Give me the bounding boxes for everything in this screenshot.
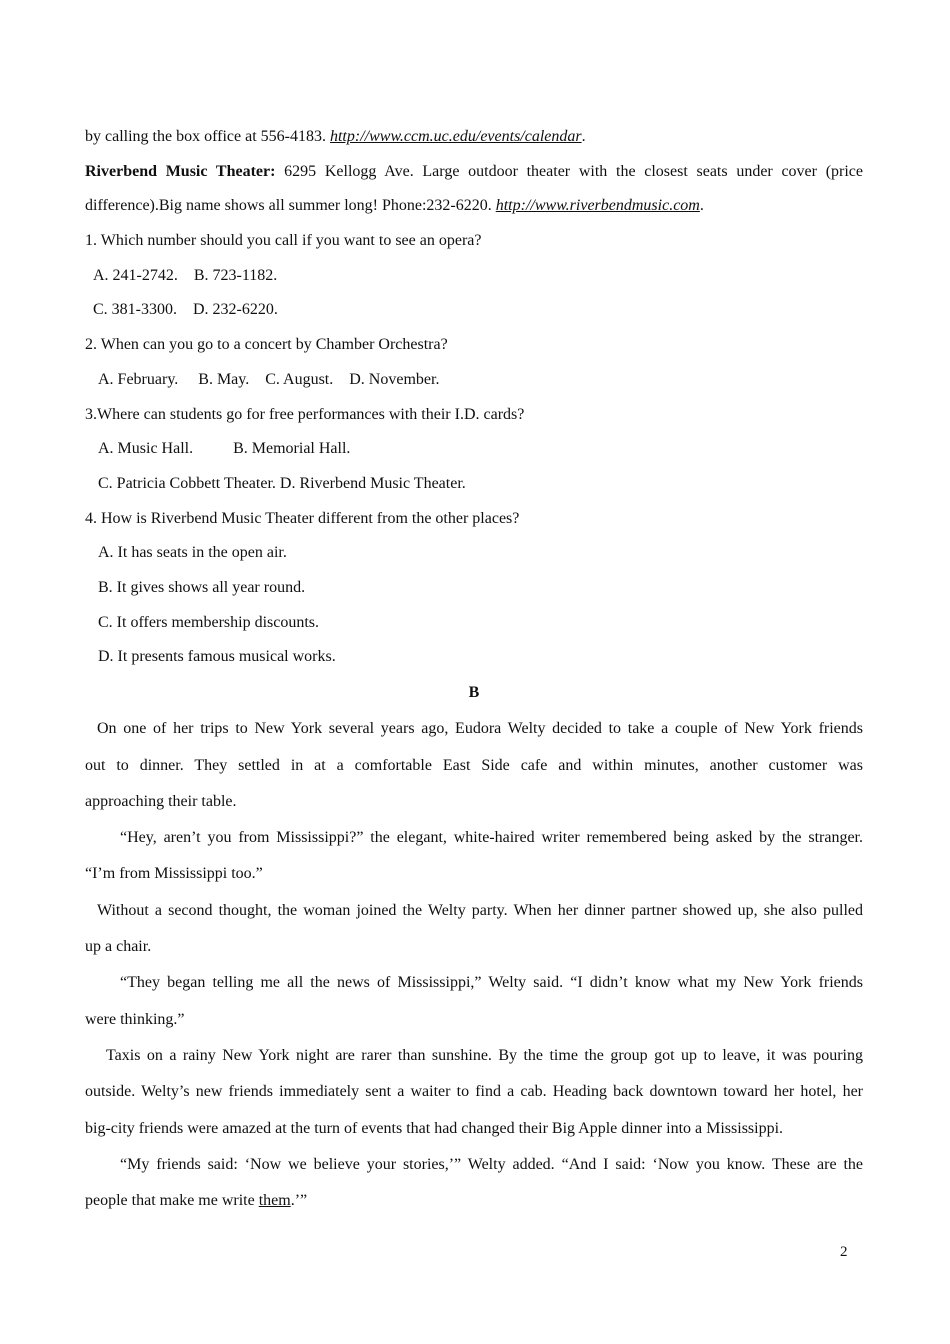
passage-b-para-2-line-1: “Hey, aren’t you from Mississippi?” the elegant, white-haired writer remembered being asked by the stranger. xyxy=(120,829,863,847)
riverbend-theater-name: Riverbend Music Theater: xyxy=(85,162,276,180)
riverbend-theater-description: 6295 Kellogg Ave. Large outdoor theater with the closest seats under cover (price xyxy=(275,162,863,180)
question-4-option-d: D. It presents famous musical works. xyxy=(98,648,336,666)
question-2-options-line-1: A. February. B. May. C. August. D. November. xyxy=(98,370,440,388)
para-6-line-2-text: people that make me write xyxy=(85,1192,259,1210)
passage-b-para-5-line-3: big-city friends were amazed at the turn of events that had changed their Big Apple dinner into a Mississippi. xyxy=(85,1119,784,1137)
passage-b-para-5-line-2: outside. Welty’s new friends immediately sent a waiter to find a cab. Heading back downtown toward her hotel, her xyxy=(85,1083,863,1101)
question-3-options-line-2: C. Patricia Cobbett Theater. D. Riverbend Music Theater. xyxy=(98,474,466,492)
underlined-them: them xyxy=(258,1192,291,1210)
passage-b-para-1-line-3: approaching their table. xyxy=(85,792,237,810)
question-4-option-b: B. It gives shows all year round. xyxy=(98,578,306,596)
question-4-stem: 4. How is Riverbend Music Theater different from the other places? xyxy=(85,509,520,527)
passage-b-para-2-line-2: “I’m from Mississippi too.” xyxy=(85,865,263,883)
passage-b xyxy=(85,675,863,1219)
question-1-options-line-2: C. 381-3300. D. 232-6220. xyxy=(93,301,278,319)
question-2-stem: 2. When can you go to a concert by Chamber Orchestra? xyxy=(85,336,448,354)
contact-line-period: . xyxy=(581,128,586,145)
passage-b-para-4-line-1: “They began telling me all the news of Mississippi,” Welty said. “I didn’t know what my New York friends xyxy=(120,974,863,992)
passage-b-para-4-line-2: were thinking.” xyxy=(85,1010,185,1028)
question-3-options-line-1: A. Music Hall. B. Memorial Hall. xyxy=(98,440,351,458)
passage-a xyxy=(85,120,863,675)
passage-a-contact-line xyxy=(85,120,863,155)
para-6-line-2-closing: .’” xyxy=(290,1192,308,1210)
passage-b-para-3-line-2: up a chair. xyxy=(85,938,152,956)
contact-line-text: by calling the box office at 556-4183. xyxy=(85,128,330,145)
question-1-stem: 1. Which number should you call if you want to see an opera? xyxy=(85,232,482,250)
question-4-option-a: A. It has seats in the open air. xyxy=(98,544,287,562)
riverbend-music-link[interactable]: http://www.riverbendmusic.com xyxy=(495,197,700,215)
question-3-stem: 3.Where can students go for free performances with their I.D. cards? xyxy=(85,405,525,423)
riverbend-phone-text: difference).Big name shows all summer long! Phone:232-6220. xyxy=(85,197,496,215)
riverbend-theater-line-2 xyxy=(85,189,863,224)
riverbend-theater-line-1 xyxy=(85,155,863,190)
ccm-calendar-link[interactable]: http://www.ccm.uc.edu/events/calendar xyxy=(329,128,582,145)
passage-b-para-3-line-1: Without a second thought, the woman joined the Welty party. When her dinner partner showed up, she also pulled xyxy=(97,901,863,919)
section-b-heading: B xyxy=(468,684,480,701)
passage-b-para-5-line-1: Taxis on a rainy New York night are rarer than sunshine. By the time the group got up to leave, it was pouring xyxy=(106,1046,863,1064)
passage-b-para-1-line-1: On one of her trips to New York several years ago, Eudora Welty decided to take a couple of New York friends xyxy=(97,720,863,738)
riverbend-line-period: . xyxy=(699,197,704,215)
document-page-body xyxy=(85,120,863,1219)
question-1-options-line-1: A. 241-2742. B. 723-1182. xyxy=(93,266,278,284)
question-4-option-c: C. It offers membership discounts. xyxy=(98,613,320,631)
passage-b-para-6-line-1: “My friends said: ‘Now we believe your stories,’” Welty added. “And I said: ‘Now you know. These are the xyxy=(120,1155,863,1173)
passage-b-para-6-line-2 xyxy=(85,1183,863,1219)
page-number: 2 xyxy=(840,1244,848,1260)
passage-b-para-1-line-2: out to dinner. They settled in at a comfortable East Side cafe and within minutes, another customer was xyxy=(85,756,863,774)
